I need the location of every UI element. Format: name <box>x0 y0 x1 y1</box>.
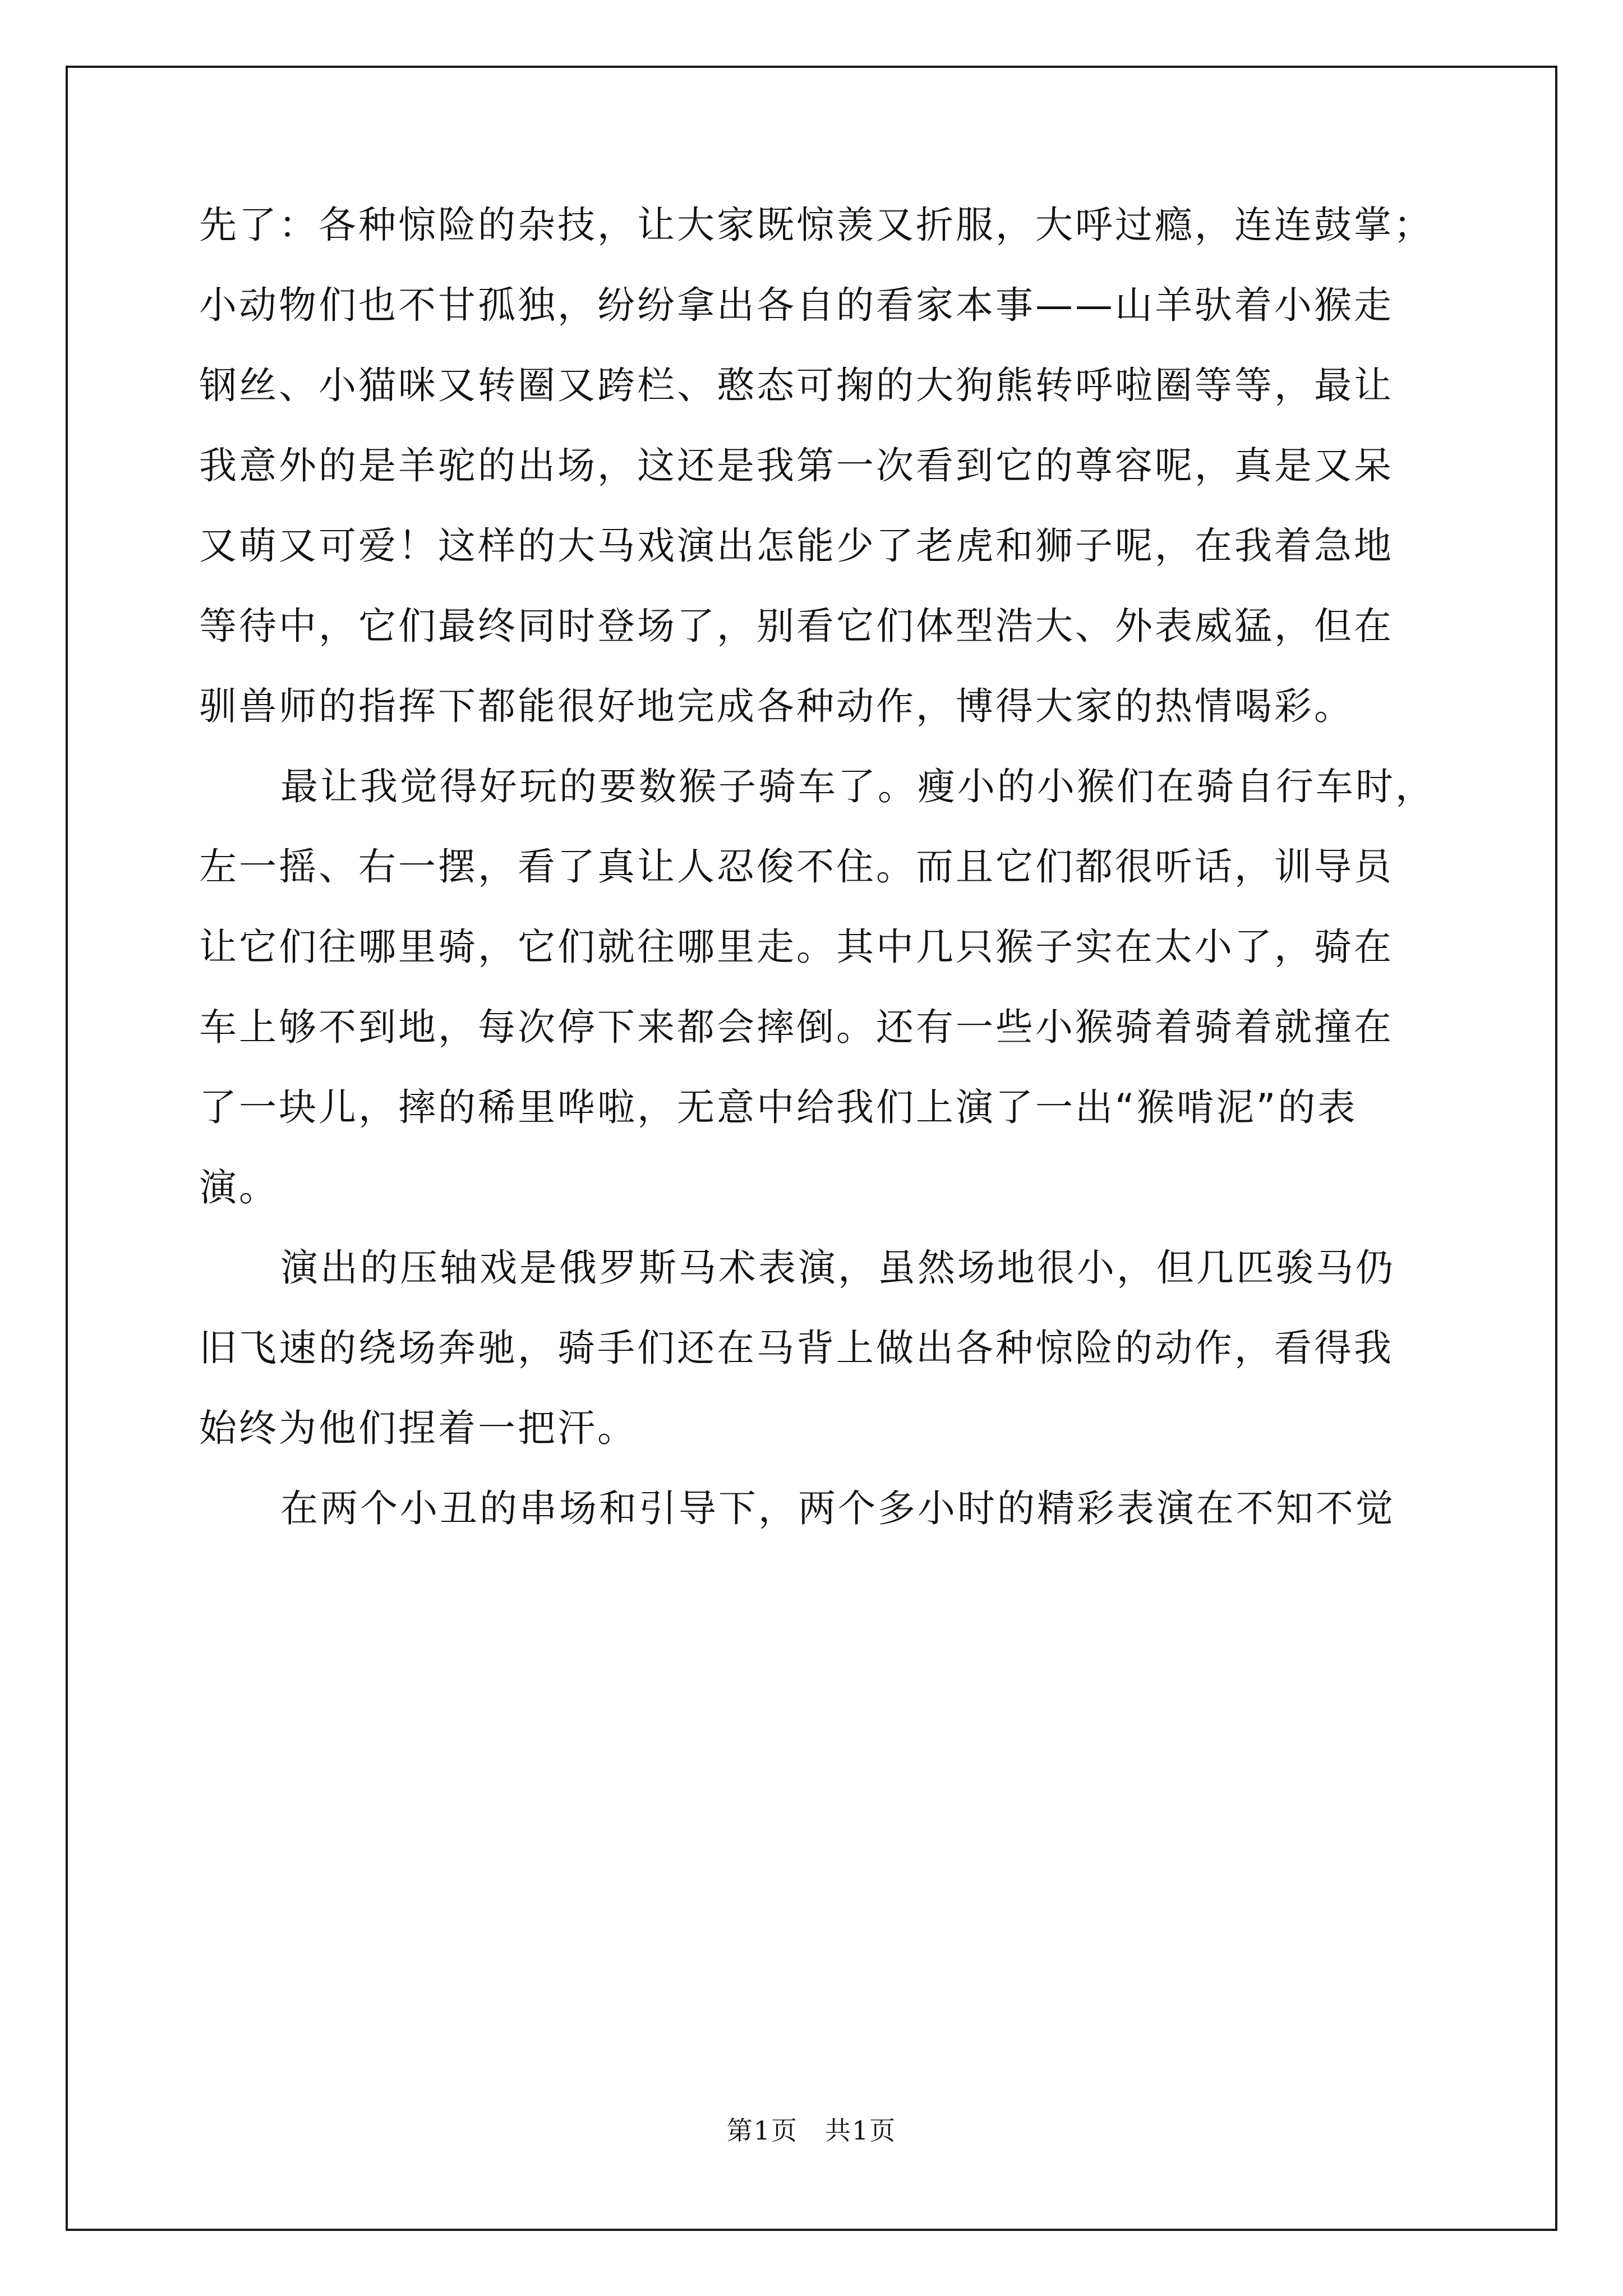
text-line: 先了：各种惊险的杂技，让大家既惊羡又折服，大呼过瘾，连连鼓掌； <box>199 203 1433 247</box>
document-body <box>199 185 1438 1549</box>
text-line: 演。 <box>199 1166 279 1209</box>
text-line: 车上够不到地，每次停下来都会摔倒。还有一些小猴骑着骑着就撞在 <box>199 1005 1394 1049</box>
text-line: 了一块儿，摔的稀里哗啦，无意中给我们上演了一出“猴啃泥”的表 <box>199 1085 1358 1129</box>
text-line: 驯兽师的指挥下都能很好地完成各种动作，博得大家的热情喝彩。 <box>199 684 1354 728</box>
paragraph-start-line: 在两个小丑的串场和引导下，两个多小时的精彩表演在不知不觉 <box>280 1487 1395 1530</box>
text-line: 旧飞速的绕场奔驰，骑手们还在马背上做出各种惊险的动作，看得我 <box>199 1326 1394 1370</box>
text-line: 钢丝、小猫咪又转圈又跨栏、憨态可掬的大狗熊转呼啦圈等等，最让 <box>199 364 1394 407</box>
text-line: 小动物们也不甘孤独，纷纷拿出各自的看家本事——山羊驮着小猴走 <box>199 283 1394 327</box>
text-line: 等待中，它们最终同时登场了，别看它们体型浩大、外表威猛，但在 <box>199 604 1394 648</box>
text-line: 始终为他们捏着一把汗。 <box>199 1406 637 1450</box>
text-line: 又萌又可爱！这样的大马戏演出怎能少了老虎和狮子呢，在我着急地 <box>199 524 1394 568</box>
text-line: 让它们往哪里骑，它们就往哪里走。其中几只猴子实在太小了，骑在 <box>199 925 1394 969</box>
paragraph-start-line: 最让我觉得好玩的要数猴子骑车了。瘦小的小猴们在骑自行车时， <box>280 765 1435 808</box>
text-line: 左一摇、右一摆，看了真让人忍俊不住。而且它们都很听话，训导员 <box>199 845 1394 889</box>
page-number-footer: 第1页 共1页 <box>726 2115 897 2146</box>
text-line: 我意外的是羊驼的出场，这还是我第一次看到它的尊容呢，真是又呆 <box>199 444 1394 487</box>
paragraph-start-line: 演出的压轴戏是俄罗斯马术表演，虽然场地很小，但几匹骏马仍 <box>280 1246 1395 1290</box>
